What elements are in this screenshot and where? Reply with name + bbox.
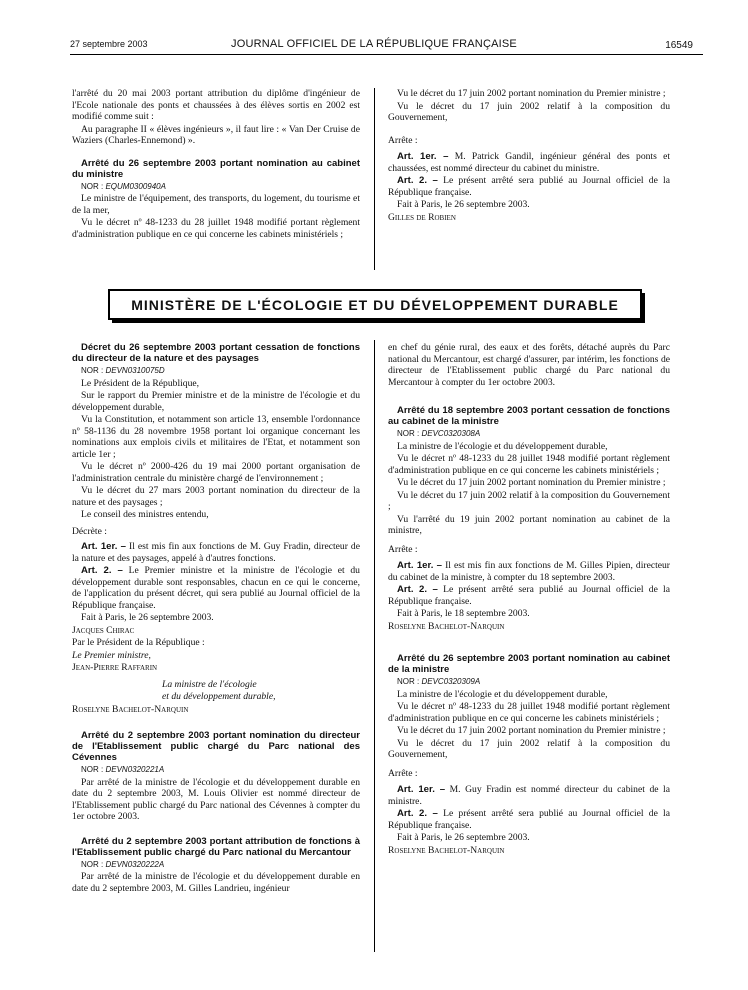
ministre-title-line2: et du développement durable,: [162, 691, 276, 702]
page-number: 16549: [665, 40, 693, 51]
signature: Gilles de Robien: [388, 211, 456, 223]
nor-reference: NOR : DEVC0320308A: [397, 429, 481, 438]
paragraph: La ministre de l'écologie et du développement durable,: [397, 688, 608, 700]
bottom-right-column: [388, 342, 670, 857]
paragraph: Vu la Constitution, et notamment son article 13, ensemble l'ordonnance nº 58-1136 du 28 novembre 1958 portant loi organique concernant les nominations aux emplois civils et militaires de l'Etat, et notamment son article 1er ;: [72, 414, 360, 460]
paragraph: Vu le décret du 17 juin 2002 relatif à la composition du Gouvernement,: [388, 737, 670, 760]
paragraph: Vu le décret du 17 juin 2002 portant nomination du Premier ministre ;: [397, 477, 666, 488]
arrete-heading: Arrête :: [388, 134, 418, 146]
article: Art. 2. – Le Premier ministre et la ministre de l'écologie et du développement durable sont responsables, chacun en ce qui le concerne, de l'application du présent décret, qui sera publié au Journal officiel de la République française.: [72, 565, 360, 611]
article: Art. 2. – Le présent arrêté sera publié au Journal officiel de la République française.: [388, 584, 670, 607]
paragraph: Par arrêté de la ministre de l'écologie et du développement durable en date du 2 septembre 2003, M. Louis Olivier est nommé directeur de l'Etablissement public chargé du Parc national des Cévennes à compter du 1er octobre 2003.: [72, 776, 360, 822]
nor-reference: NOR : DEVN0320222A: [81, 859, 165, 869]
premier-ministre-name: Jean-Pierre Raffarin: [72, 662, 158, 673]
decree-title: Arrêté du 26 septembre 2003 portant nomination au cabinet du ministre: [72, 157, 360, 180]
decree-title: Arrêté du 2 septembre 2003 portant nomination du directeur de l'Etablissement public chargé du Parc national des Cévennes: [72, 730, 360, 763]
article: Art. 2. – Le présent arrêté sera publié au Journal officiel de la République française.: [388, 175, 670, 198]
paragraph: Vu le décret du 17 juin 2002 relatif à la composition du Gouvernement ;: [388, 489, 670, 512]
decree-title: Arrêté du 2 septembre 2003 portant attribution de fonctions à l'Etablissement public chargé du Parc national du Mercantour: [72, 835, 360, 858]
signature: Jacques Chirac: [72, 624, 135, 636]
ministre-title-line1: La ministre de l'écologie: [162, 678, 257, 690]
ministry-banner: [108, 289, 642, 320]
paragraph: Vu le décret nº 48-1233 du 28 juillet 1948 modifié portant règlement d'administration publique en ce qui concerne les cabinets ministériels ;: [388, 453, 670, 476]
journal-title: JOURNAL OFFICIEL DE LA RÉPUBLIQUE FRANÇAISE: [231, 38, 517, 50]
paragraph: l'arrêté du 20 mai 2003 portant attribution du diplôme d'ingénieur de l'Ecole nationale des ponts et chaussées à des élèves sortis en 2002 est modifié comme suit :: [72, 88, 360, 122]
signature: Roselyne Bachelot-Narquin: [388, 620, 505, 632]
nor-reference: NOR : DEVN0310075D: [81, 366, 165, 375]
nor-reference: NOR : EQUM0300940A: [81, 181, 166, 191]
signature: Roselyne Bachelot-Narquin: [72, 703, 189, 715]
decree-title: Arrêté du 26 septembre 2003 portant nomination au cabinet de la ministre: [388, 653, 670, 675]
paragraph: Vu l'arrêté du 19 juin 2002 portant nomination au cabinet de la ministre,: [388, 513, 670, 536]
article: Art. 1er. – Il est mis fin aux fonctions de M. Gilles Pipien, directeur du cabinet de la ministre, à compter du 18 septembre 2003.: [388, 560, 671, 583]
paragraph: Le Président de la République,: [81, 377, 200, 389]
paragraph: Vu le décret du 27 mars 2003 portant nomination du directeur de la nature et des paysages ;: [72, 485, 360, 508]
paragraph: en chef du génie rural, des eaux et des forêts, détaché auprès du Parc national du Mercantour, est chargé d'assurer, par intérim, les fonctions de directeur de l'Etablissement public chargé du Parc national du Mercantour à compter du 1er octobre 2003.: [388, 342, 670, 388]
article: Art. 1er. – Il est mis fin aux fonctions de M. Guy Fradin, directeur de la nature et des paysages, appelé à d'autres fonctions.: [72, 541, 360, 564]
par-le-president: Par le Président de la République :: [72, 637, 205, 648]
fait-line: Fait à Paris, le 18 septembre 2003.: [397, 608, 530, 619]
paragraph: La ministre de l'écologie et du développement durable,: [397, 440, 608, 452]
paragraph: Vu le décret du 17 juin 2002 portant nomination du Premier ministre ;: [397, 725, 666, 736]
paragraph: Vu le décret nº 48-1233 du 28 juillet 1948 modifié portant règlement d'administration publique en ce qui concerne les cabinets ministériels ;: [388, 701, 670, 724]
page-header: [0, 0, 748, 62]
top-left-column: [72, 88, 360, 241]
paragraph: Sur le rapport du Premier ministre et de la ministre de l'écologie et du développement durable,: [72, 390, 360, 413]
fait-line: Fait à Paris, le 26 septembre 2003.: [397, 832, 530, 843]
article: Art. 1er. – M. Guy Fradin est nommé directeur du cabinet de la ministre.: [388, 784, 670, 807]
arrete-heading: Arrête :: [388, 543, 418, 555]
fait-line: Fait à Paris, le 26 septembre 2003.: [397, 199, 530, 210]
paragraph: Vu le décret du 17 juin 2002 portant nomination du Premier ministre ;: [397, 88, 666, 99]
paragraph: Au paragraphe II « élèves ingénieurs », il faut lire : « Van Der Cruise de Waziers (Charles-Ennemond) ».: [72, 123, 360, 146]
paragraph: Vu le décret nº 2000-426 du 19 mai 2000 portant organisation de l'administration centrale du ministère chargé de l'environnement ;: [72, 461, 360, 484]
nor-reference: NOR : DEVN0320221A: [81, 765, 165, 774]
article: Art. 2. – Le présent arrêté sera publié au Journal officiel de la République française.: [388, 808, 670, 831]
column-divider-top: [374, 88, 375, 270]
arrete-heading: Arrête :: [388, 767, 418, 779]
paragraph: Par arrêté de la ministre de l'écologie et du développement durable en date du 2 septembre 2003, M. Gilles Landrieu, ingénieur: [72, 871, 360, 894]
nor-reference: NOR : DEVC0320309A: [397, 677, 481, 686]
top-right-column: [388, 88, 670, 224]
paragraph: Vu le décret du 17 juin 2002 relatif à la composition du Gouvernement,: [388, 100, 670, 123]
decrete-heading: Décrète :: [72, 525, 107, 537]
fait-line: Fait à Paris, le 26 septembre 2003.: [81, 612, 214, 623]
signature: Roselyne Bachelot-Narquin: [388, 844, 505, 856]
paragraph: Le conseil des ministres entendu,: [81, 509, 209, 520]
paragraph: Vu le décret nº 48-1233 du 28 juillet 1948 modifié portant règlement d'administration publique en ce qui concerne les cabinets ministériels ;: [72, 217, 360, 240]
header-rule: [70, 54, 703, 55]
premier-ministre-title: Le Premier ministre,: [72, 649, 151, 661]
decree-title: Arrêté du 18 septembre 2003 portant cessation de fonctions au cabinet de la ministre: [388, 405, 670, 427]
column-divider-bottom: [374, 340, 375, 952]
decree-title: Décret du 26 septembre 2003 portant cessation de fonctions du directeur de la nature et des paysages: [72, 342, 360, 364]
ministry-title: MINISTÈRE DE L'ÉCOLOGIE ET DU DÉVELOPPEMENT DURABLE: [131, 297, 619, 313]
paragraph: Le ministre de l'équipement, des transports, du logement, du tourisme et de la mer,: [72, 193, 360, 216]
header-date: 27 septembre 2003: [70, 39, 148, 49]
bottom-left-column: [72, 342, 360, 895]
article: Art. 1er. – M. Patrick Gandil, ingénieur général des ponts et chaussées, est nommé directeur du cabinet du ministre.: [388, 151, 670, 174]
